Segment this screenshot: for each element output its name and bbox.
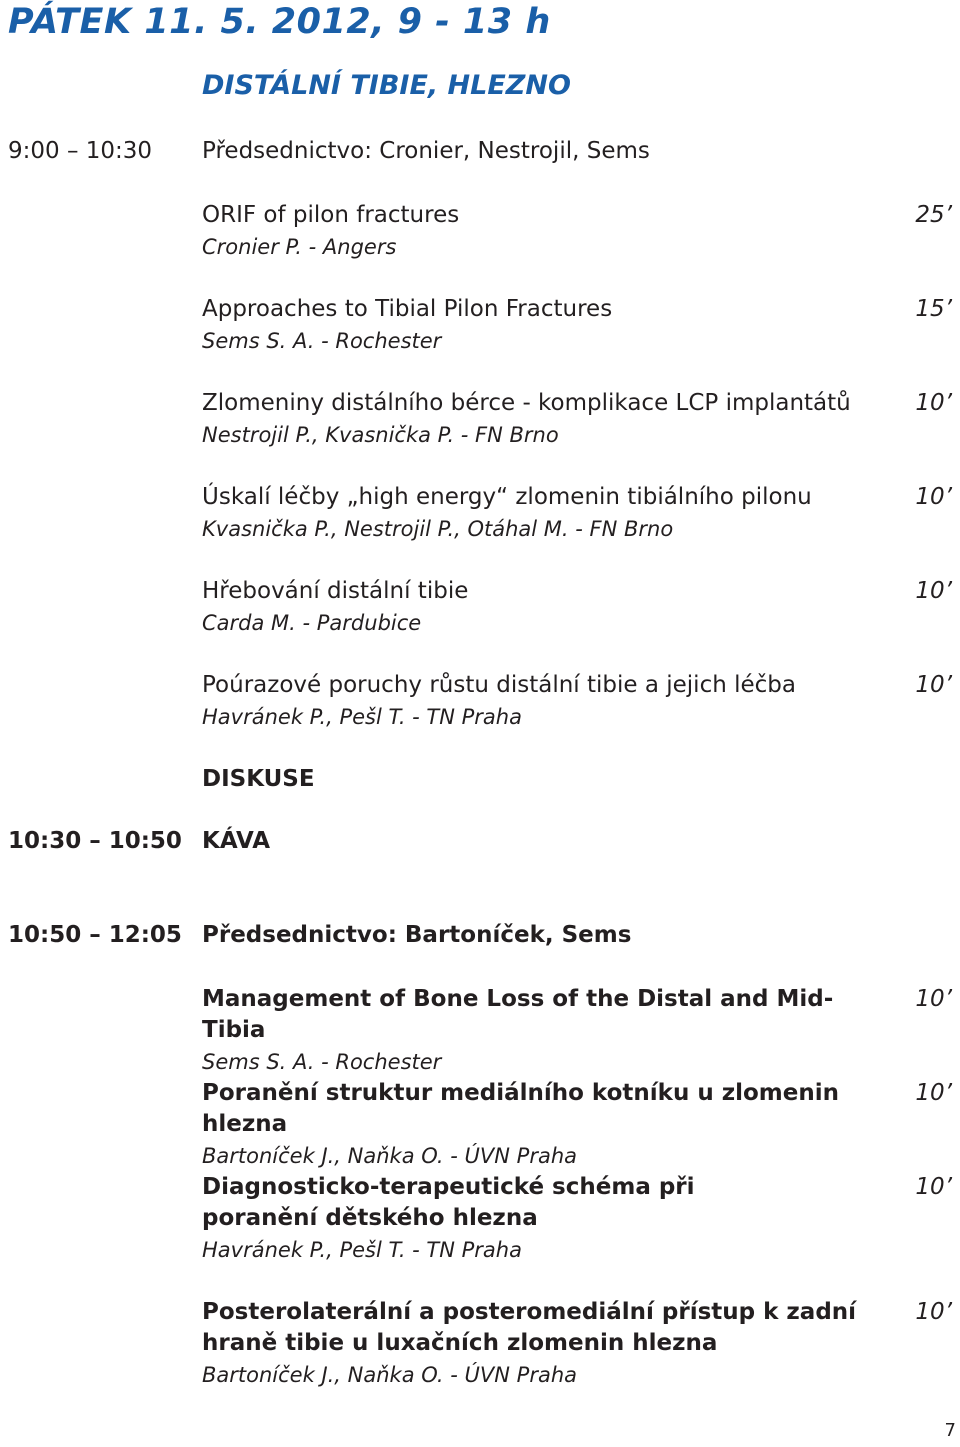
talk-item [202, 1078, 952, 1172]
talk-duration: 10’ [915, 986, 952, 1012]
talk-duration: 10’ [915, 390, 952, 416]
talk-title: Diagnosticko-terapeutické schéma při poranění dětského hlezna [202, 1174, 695, 1231]
talk-authors: Havránek P., Pešl T. - TN Praha [202, 705, 522, 729]
talk-item [202, 294, 952, 357]
talk-authors: Havránek P., Pešl T. - TN Praha [202, 1238, 522, 1262]
talk-duration: 10’ [915, 672, 952, 698]
talk-title: Zlomeniny distálního bérce - komplikace LCP implantátů [202, 390, 851, 416]
section-title: DISTÁLNÍ TIBIE, HLEZNO [202, 70, 571, 101]
talk-title: Posterolaterální a posteromediální přístup k zadní hraně tibie u luxačních zlomenin hlezna [202, 1299, 857, 1356]
talk-title: Poúrazové poruchy růstu distální tibie a jejich léčba [202, 672, 796, 698]
break-label: KÁVA [202, 828, 271, 854]
talk-title: Poranění struktur mediálního kotníku u zlomenin hlezna [202, 1080, 839, 1137]
talk-item [202, 670, 952, 733]
talk-authors: Carda M. - Pardubice [202, 611, 422, 635]
talk-title: Hřebování distální tibie [202, 578, 469, 604]
talk-authors: Sems S. A. - Rochester [202, 1050, 442, 1074]
talk-title: Management of Bone Loss of the Distal and Mid-Tibia [202, 986, 834, 1043]
talk-item [202, 984, 952, 1078]
session-chairs-2: Předsednictvo: Bartoníček, Sems [202, 922, 632, 948]
session-time-1: 9:00 – 10:30 [8, 138, 153, 164]
talk-authors: Bartoníček J., Naňka O. - ÚVN Praha [202, 1144, 577, 1168]
talk-duration: 10’ [915, 1299, 952, 1325]
talk-item [202, 388, 952, 451]
talk-item [202, 576, 952, 639]
talk-authors: Kvasnička P., Nestrojil P., Otáhal M. - FN Brno [202, 517, 674, 541]
talk-authors: Sems S. A. - Rochester [202, 329, 442, 353]
talk-item [202, 1297, 952, 1391]
talk-item [202, 1172, 952, 1266]
talk-item [202, 200, 952, 263]
talk-duration: 10’ [915, 1080, 952, 1106]
talk-title: Approaches to Tibial Pilon Fractures [202, 296, 613, 322]
talk-duration: 10’ [915, 484, 952, 510]
talk-authors: Bartoníček J., Naňka O. - ÚVN Praha [202, 1363, 577, 1387]
talk-title: ORIF of pilon fractures [202, 202, 460, 228]
discussion-label: DISKUSE [202, 766, 315, 792]
talk-duration: 25’ [915, 202, 952, 228]
page-title: PÁTEK 11. 5. 2012, 9 - 13 h [8, 2, 551, 42]
session-chairs-1: Předsednictvo: Cronier, Nestrojil, Sems [202, 138, 650, 164]
talk-authors: Cronier P. - Angers [202, 235, 397, 259]
talk-authors: Nestrojil P., Kvasnička P. - FN Brno [202, 423, 559, 447]
talk-item [202, 482, 952, 545]
break-time: 10:30 – 10:50 [8, 828, 182, 854]
talk-duration: 10’ [915, 1174, 952, 1200]
talk-duration: 10’ [915, 578, 952, 604]
talk-title: Úskalí léčby „high energy“ zlomenin tibiálního pilonu [202, 484, 812, 510]
page-number: 7 [944, 1420, 956, 1441]
talk-duration: 15’ [915, 296, 952, 322]
session-time-2: 10:50 – 12:05 [8, 922, 182, 948]
